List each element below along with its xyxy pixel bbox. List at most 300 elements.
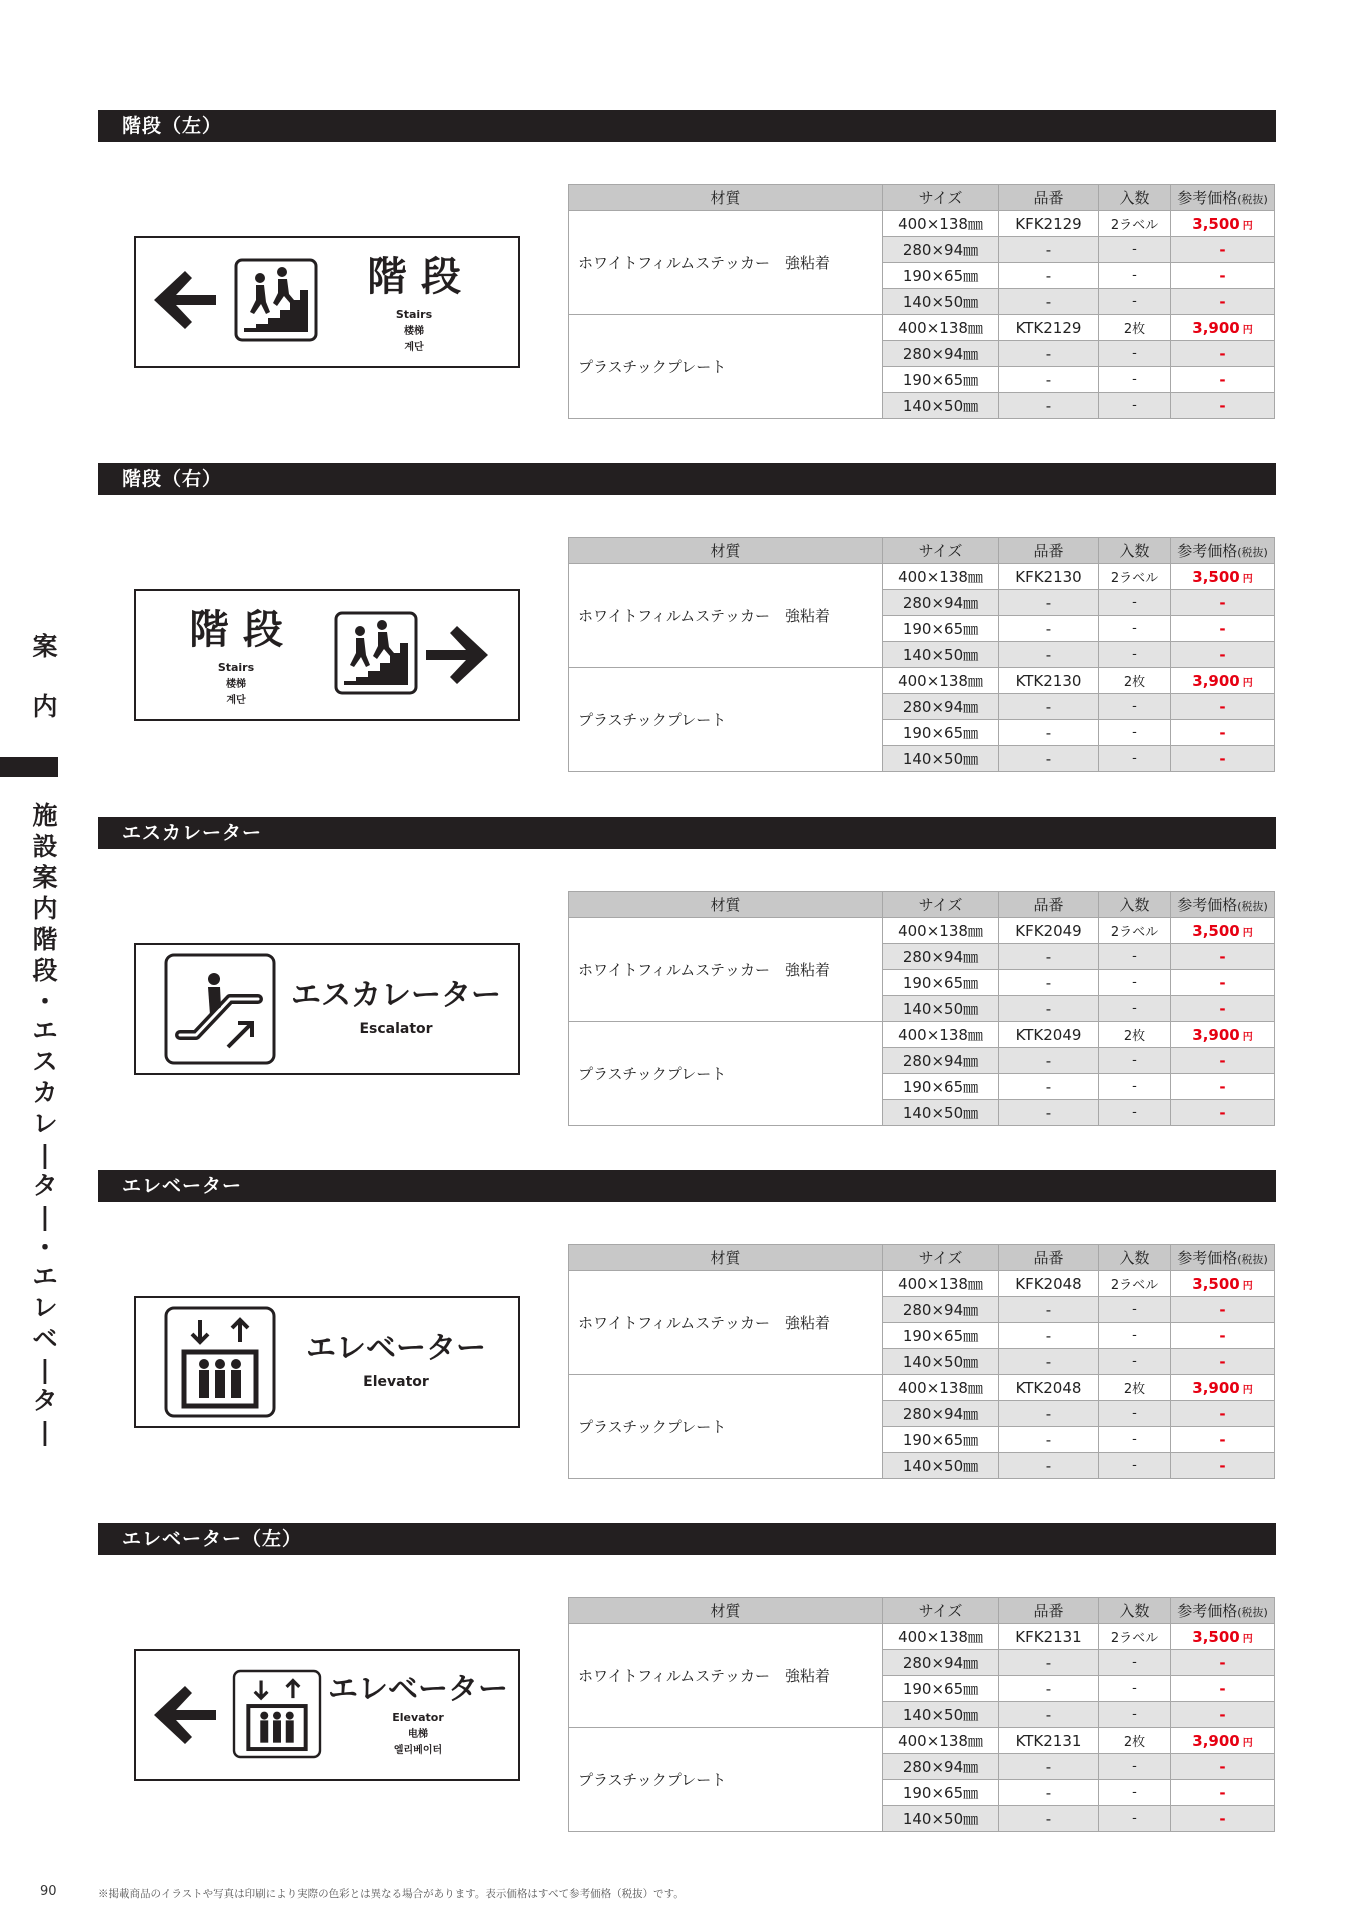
code-cell: - bbox=[999, 1297, 1099, 1323]
price-cell bbox=[1171, 1427, 1275, 1453]
sign-title: 階 段 bbox=[367, 254, 461, 300]
price-value: - bbox=[1219, 1430, 1226, 1449]
side-char: ベ bbox=[32, 1324, 58, 1353]
price-cell bbox=[1171, 1349, 1275, 1375]
price-cell bbox=[1171, 564, 1275, 590]
qty-cell: - bbox=[1099, 642, 1171, 668]
header-price-label: 参考価格 bbox=[1177, 542, 1238, 560]
price-cell bbox=[1171, 263, 1275, 289]
stairs-icon bbox=[336, 613, 416, 693]
size-cell: 190×65㎜ bbox=[883, 367, 999, 393]
header-price bbox=[1171, 185, 1275, 211]
size-cell: 190×65㎜ bbox=[883, 1323, 999, 1349]
section-title: 階段（右） bbox=[98, 463, 1276, 495]
size-cell: 400×138㎜ bbox=[883, 1624, 999, 1650]
qty-cell: - bbox=[1099, 1349, 1171, 1375]
price-cell bbox=[1171, 367, 1275, 393]
header-material: 材質 bbox=[569, 1245, 883, 1271]
qty-cell: 2枚 bbox=[1099, 1022, 1171, 1048]
price-value: - bbox=[1219, 1352, 1226, 1371]
qty-cell: 2ラベル bbox=[1099, 564, 1171, 590]
side-char: カ bbox=[32, 1078, 58, 1107]
code-cell: - bbox=[999, 1401, 1099, 1427]
header-price bbox=[1171, 892, 1275, 918]
code-cell: - bbox=[999, 367, 1099, 393]
size-cell: 140×50㎜ bbox=[883, 996, 999, 1022]
price-cell bbox=[1171, 1728, 1275, 1754]
price-cell bbox=[1171, 1650, 1275, 1676]
price-value: - bbox=[1219, 266, 1226, 285]
elevator-icon bbox=[234, 1671, 320, 1757]
sign-graphic bbox=[136, 945, 518, 1073]
table-header-row bbox=[569, 1598, 1275, 1624]
price-cell bbox=[1171, 1806, 1275, 1832]
side-char: 設 bbox=[32, 832, 58, 861]
code-cell: - bbox=[999, 996, 1099, 1022]
material-cell: プラスチックプレート bbox=[569, 668, 883, 772]
qty-cell: - bbox=[1099, 1780, 1171, 1806]
sign-title: エレベーター bbox=[328, 1672, 508, 1707]
material-cell: ホワイトフィルムステッカー 強粘着 bbox=[569, 211, 883, 315]
sign-sub3: 엘리베이터 bbox=[393, 1745, 443, 1756]
size-cell: 190×65㎜ bbox=[883, 263, 999, 289]
code-cell: - bbox=[999, 289, 1099, 315]
arrow-left-icon bbox=[154, 1686, 216, 1744]
header-code: 品番 bbox=[999, 538, 1099, 564]
spec-table bbox=[568, 537, 1275, 772]
price-value: 3,500 bbox=[1192, 921, 1240, 940]
size-cell: 280×94㎜ bbox=[883, 1650, 999, 1676]
table-row bbox=[569, 918, 1275, 944]
side-char: | bbox=[40, 1202, 50, 1231]
price-value: - bbox=[1219, 396, 1226, 415]
sign-preview bbox=[134, 236, 520, 368]
qty-cell: - bbox=[1099, 341, 1171, 367]
qty-cell: 2枚 bbox=[1099, 1728, 1171, 1754]
price-cell bbox=[1171, 1323, 1275, 1349]
code-cell: KFK2130 bbox=[999, 564, 1099, 590]
side-char: 案 bbox=[32, 863, 58, 892]
price-value: 3,900 bbox=[1192, 1378, 1240, 1397]
price-value: - bbox=[1219, 1300, 1226, 1319]
price-value: 3,500 bbox=[1192, 567, 1240, 586]
code-cell: - bbox=[999, 263, 1099, 289]
code-cell: KTK2130 bbox=[999, 668, 1099, 694]
qty-cell: - bbox=[1099, 1806, 1171, 1832]
price-yen: 円 bbox=[1242, 927, 1253, 939]
size-cell: 400×138㎜ bbox=[883, 1022, 999, 1048]
footer-note: ※掲載商品のイラストや写真は印刷により実際の色彩とは異なる場合があります。表示価格はすべて参考価格（税抜）です。 bbox=[98, 1888, 684, 1900]
price-yen: 円 bbox=[1242, 573, 1253, 585]
side-char: レ bbox=[32, 1109, 58, 1138]
qty-cell: - bbox=[1099, 1754, 1171, 1780]
table-row bbox=[569, 211, 1275, 237]
size-cell: 280×94㎜ bbox=[883, 1297, 999, 1323]
size-cell: 190×65㎜ bbox=[883, 1074, 999, 1100]
size-cell: 140×50㎜ bbox=[883, 642, 999, 668]
price-cell bbox=[1171, 1624, 1275, 1650]
size-cell: 140×50㎜ bbox=[883, 1100, 999, 1126]
size-cell: 400×138㎜ bbox=[883, 918, 999, 944]
price-value: - bbox=[1219, 370, 1226, 389]
price-value: - bbox=[1219, 697, 1226, 716]
size-cell: 280×94㎜ bbox=[883, 1754, 999, 1780]
sign-sub3: 계단 bbox=[226, 695, 246, 706]
product-section bbox=[98, 463, 1276, 808]
code-cell: - bbox=[999, 237, 1099, 263]
size-cell: 280×94㎜ bbox=[883, 1048, 999, 1074]
price-cell bbox=[1171, 1453, 1275, 1479]
side-char: 内 bbox=[32, 692, 58, 721]
price-value: - bbox=[1219, 1679, 1226, 1698]
price-value: - bbox=[1219, 1705, 1226, 1724]
side-char: 内 bbox=[32, 894, 58, 923]
table-row bbox=[569, 1728, 1275, 1754]
qty-cell: - bbox=[1099, 616, 1171, 642]
header-qty: 入数 bbox=[1099, 892, 1171, 918]
size-cell: 400×138㎜ bbox=[883, 315, 999, 341]
spec-table bbox=[568, 184, 1275, 419]
code-cell: - bbox=[999, 590, 1099, 616]
qty-cell: - bbox=[1099, 996, 1171, 1022]
qty-cell: - bbox=[1099, 720, 1171, 746]
table-row bbox=[569, 1022, 1275, 1048]
size-cell: 140×50㎜ bbox=[883, 746, 999, 772]
price-cell bbox=[1171, 668, 1275, 694]
side-char: | bbox=[40, 1140, 50, 1169]
price-value: 3,900 bbox=[1192, 1025, 1240, 1044]
arrow-left-icon bbox=[154, 271, 216, 329]
stairs-icon bbox=[236, 260, 316, 340]
code-cell: - bbox=[999, 1074, 1099, 1100]
price-value: - bbox=[1219, 749, 1226, 768]
side-char: ス bbox=[32, 1047, 58, 1076]
size-cell: 400×138㎜ bbox=[883, 1271, 999, 1297]
qty-cell: - bbox=[1099, 590, 1171, 616]
header-price-note: (税抜) bbox=[1237, 900, 1268, 913]
price-yen: 円 bbox=[1242, 1031, 1253, 1043]
price-yen: 円 bbox=[1242, 1384, 1253, 1396]
price-cell bbox=[1171, 642, 1275, 668]
sign-graphic bbox=[136, 238, 518, 366]
size-cell: 140×50㎜ bbox=[883, 1349, 999, 1375]
size-cell: 190×65㎜ bbox=[883, 970, 999, 996]
sign-sub1: Stairs bbox=[217, 661, 255, 674]
section-title: エスカレーター bbox=[98, 817, 1276, 849]
size-cell: 280×94㎜ bbox=[883, 694, 999, 720]
code-cell: - bbox=[999, 1100, 1099, 1126]
size-cell: 190×65㎜ bbox=[883, 1427, 999, 1453]
size-cell: 140×50㎜ bbox=[883, 1702, 999, 1728]
sign-sub1: Elevator bbox=[392, 1711, 444, 1724]
header-material: 材質 bbox=[569, 185, 883, 211]
table-row bbox=[569, 1624, 1275, 1650]
sign-sub2: 楼梯 bbox=[226, 679, 246, 690]
price-cell bbox=[1171, 1702, 1275, 1728]
sign-sub2: 楼梯 bbox=[404, 326, 424, 337]
qty-cell: 2ラベル bbox=[1099, 1624, 1171, 1650]
price-value: - bbox=[1219, 1456, 1226, 1475]
material-cell: ホワイトフィルムステッカー 強粘着 bbox=[569, 1271, 883, 1375]
material-cell: プラスチックプレート bbox=[569, 315, 883, 419]
qty-cell: - bbox=[1099, 237, 1171, 263]
header-price bbox=[1171, 1598, 1275, 1624]
price-yen: 円 bbox=[1242, 220, 1253, 232]
qty-cell: - bbox=[1099, 1650, 1171, 1676]
price-value: 3,500 bbox=[1192, 1274, 1240, 1293]
price-value: - bbox=[1219, 240, 1226, 259]
size-cell: 190×65㎜ bbox=[883, 616, 999, 642]
header-code: 品番 bbox=[999, 892, 1099, 918]
price-yen: 円 bbox=[1242, 1737, 1253, 1749]
code-cell: - bbox=[999, 1650, 1099, 1676]
price-value: - bbox=[1219, 1809, 1226, 1828]
qty-cell: 2ラベル bbox=[1099, 211, 1171, 237]
qty-cell: - bbox=[1099, 1074, 1171, 1100]
price-value: - bbox=[1219, 1783, 1226, 1802]
qty-cell: 2ラベル bbox=[1099, 1271, 1171, 1297]
material-cell: プラスチックプレート bbox=[569, 1375, 883, 1479]
sign-preview bbox=[134, 1649, 520, 1781]
qty-cell: - bbox=[1099, 1297, 1171, 1323]
price-cell bbox=[1171, 341, 1275, 367]
price-value: 3,900 bbox=[1192, 1731, 1240, 1750]
header-price bbox=[1171, 538, 1275, 564]
spec-table bbox=[568, 891, 1275, 1126]
qty-cell: - bbox=[1099, 393, 1171, 419]
price-cell bbox=[1171, 746, 1275, 772]
qty-cell: - bbox=[1099, 694, 1171, 720]
price-cell bbox=[1171, 1754, 1275, 1780]
side-char: | bbox=[40, 1417, 50, 1446]
size-cell: 280×94㎜ bbox=[883, 944, 999, 970]
price-cell bbox=[1171, 1375, 1275, 1401]
qty-cell: - bbox=[1099, 367, 1171, 393]
section-title: 階段（左） bbox=[98, 110, 1276, 142]
sign-preview bbox=[134, 943, 520, 1075]
sign-graphic bbox=[136, 1298, 518, 1426]
table-row bbox=[569, 668, 1275, 694]
sign-sub1: Elevator bbox=[363, 1374, 429, 1390]
arrow-right-icon bbox=[426, 626, 488, 684]
qty-cell: - bbox=[1099, 1453, 1171, 1479]
price-value: - bbox=[1219, 947, 1226, 966]
price-value: - bbox=[1219, 973, 1226, 992]
product-section bbox=[98, 1523, 1276, 1868]
code-cell: KFK2131 bbox=[999, 1624, 1099, 1650]
table-header-row bbox=[569, 185, 1275, 211]
price-value: - bbox=[1219, 645, 1226, 664]
price-cell bbox=[1171, 694, 1275, 720]
qty-cell: - bbox=[1099, 1702, 1171, 1728]
size-cell: 400×138㎜ bbox=[883, 1728, 999, 1754]
qty-cell: - bbox=[1099, 746, 1171, 772]
side-char: タ bbox=[32, 1171, 58, 1200]
qty-cell: 2枚 bbox=[1099, 315, 1171, 341]
side-char: 段 bbox=[32, 956, 58, 985]
price-value: 3,500 bbox=[1192, 1627, 1240, 1646]
header-price-label: 参考価格 bbox=[1177, 1249, 1238, 1267]
section-title: エレベーター bbox=[98, 1170, 1276, 1202]
spec-table bbox=[568, 1597, 1275, 1832]
price-cell bbox=[1171, 996, 1275, 1022]
elevator-icon bbox=[166, 1308, 274, 1416]
material-cell: プラスチックプレート bbox=[569, 1728, 883, 1832]
price-yen: 円 bbox=[1242, 677, 1253, 689]
code-cell: - bbox=[999, 746, 1099, 772]
code-cell: - bbox=[999, 970, 1099, 996]
header-price-label: 参考価格 bbox=[1177, 189, 1238, 207]
material-cell: ホワイトフィルムステッカー 強粘着 bbox=[569, 564, 883, 668]
code-cell: - bbox=[999, 341, 1099, 367]
product-section bbox=[98, 1170, 1276, 1515]
code-cell: - bbox=[999, 944, 1099, 970]
header-size: サイズ bbox=[883, 538, 999, 564]
price-cell bbox=[1171, 1297, 1275, 1323]
code-cell: KTK2131 bbox=[999, 1728, 1099, 1754]
side-char: 施 bbox=[32, 801, 58, 830]
header-price-label: 参考価格 bbox=[1177, 896, 1238, 914]
price-cell bbox=[1171, 1780, 1275, 1806]
header-material: 材質 bbox=[569, 1598, 883, 1624]
size-cell: 280×94㎜ bbox=[883, 237, 999, 263]
code-cell: KFK2129 bbox=[999, 211, 1099, 237]
sign-preview bbox=[134, 1296, 520, 1428]
size-cell: 140×50㎜ bbox=[883, 1806, 999, 1832]
sign-title: 階 段 bbox=[189, 607, 283, 653]
qty-cell: - bbox=[1099, 1048, 1171, 1074]
product-section bbox=[98, 110, 1276, 455]
code-cell: - bbox=[999, 1453, 1099, 1479]
sign-sub2: 电梯 bbox=[408, 1729, 428, 1740]
price-value: - bbox=[1219, 1051, 1226, 1070]
price-yen: 円 bbox=[1242, 1280, 1253, 1292]
price-value: - bbox=[1219, 1077, 1226, 1096]
code-cell: - bbox=[999, 1780, 1099, 1806]
side-char: ・ bbox=[32, 987, 58, 1016]
price-value: - bbox=[1219, 1757, 1226, 1776]
table-row bbox=[569, 315, 1275, 341]
side-char: タ bbox=[32, 1386, 58, 1415]
price-cell bbox=[1171, 211, 1275, 237]
header-code: 品番 bbox=[999, 185, 1099, 211]
product-section bbox=[98, 817, 1276, 1162]
code-cell: KTK2049 bbox=[999, 1022, 1099, 1048]
qty-cell: 2枚 bbox=[1099, 668, 1171, 694]
qty-cell: - bbox=[1099, 1427, 1171, 1453]
size-cell: 140×50㎜ bbox=[883, 289, 999, 315]
header-price-note: (税抜) bbox=[1237, 1253, 1268, 1266]
table-row bbox=[569, 1271, 1275, 1297]
header-code: 品番 bbox=[999, 1245, 1099, 1271]
size-cell: 280×94㎜ bbox=[883, 341, 999, 367]
header-price-note: (税抜) bbox=[1237, 193, 1268, 206]
section-title: エレベーター（左） bbox=[98, 1523, 1276, 1555]
price-value: - bbox=[1219, 1404, 1226, 1423]
price-cell bbox=[1171, 918, 1275, 944]
sign-sub1: Stairs bbox=[395, 308, 433, 321]
price-cell bbox=[1171, 944, 1275, 970]
escalator-icon bbox=[166, 955, 274, 1063]
price-cell bbox=[1171, 720, 1275, 746]
header-material: 材質 bbox=[569, 538, 883, 564]
size-cell: 140×50㎜ bbox=[883, 1453, 999, 1479]
code-cell: - bbox=[999, 1676, 1099, 1702]
price-cell bbox=[1171, 237, 1275, 263]
price-value: - bbox=[1219, 593, 1226, 612]
header-size: サイズ bbox=[883, 185, 999, 211]
price-value: 3,900 bbox=[1192, 318, 1240, 337]
side-char: レ bbox=[32, 1293, 58, 1322]
size-cell: 280×94㎜ bbox=[883, 590, 999, 616]
code-cell: KTK2129 bbox=[999, 315, 1099, 341]
table-header-row bbox=[569, 538, 1275, 564]
price-cell bbox=[1171, 590, 1275, 616]
code-cell: - bbox=[999, 1427, 1099, 1453]
size-cell: 190×65㎜ bbox=[883, 720, 999, 746]
price-cell bbox=[1171, 393, 1275, 419]
sign-title: エレベーター bbox=[306, 1331, 486, 1366]
size-cell: 280×94㎜ bbox=[883, 1401, 999, 1427]
header-qty: 入数 bbox=[1099, 185, 1171, 211]
header-qty: 入数 bbox=[1099, 1598, 1171, 1624]
price-value: - bbox=[1219, 999, 1226, 1018]
sign-graphic bbox=[136, 591, 518, 719]
code-cell: - bbox=[999, 1349, 1099, 1375]
material-cell: ホワイトフィルムステッカー 強粘着 bbox=[569, 1624, 883, 1728]
price-cell bbox=[1171, 1401, 1275, 1427]
code-cell: - bbox=[999, 1702, 1099, 1728]
material-cell: ホワイトフィルムステッカー 強粘着 bbox=[569, 918, 883, 1022]
price-value: - bbox=[1219, 1653, 1226, 1672]
side-char: エ bbox=[32, 1262, 58, 1291]
price-value: 3,900 bbox=[1192, 671, 1240, 690]
header-material: 材質 bbox=[569, 892, 883, 918]
price-cell bbox=[1171, 1271, 1275, 1297]
price-cell bbox=[1171, 1074, 1275, 1100]
header-size: サイズ bbox=[883, 892, 999, 918]
side-divider bbox=[0, 757, 58, 777]
size-cell: 190×65㎜ bbox=[883, 1676, 999, 1702]
code-cell: - bbox=[999, 1323, 1099, 1349]
side-char: ・ bbox=[32, 1233, 58, 1262]
code-cell: - bbox=[999, 1806, 1099, 1832]
qty-cell: 2枚 bbox=[1099, 1375, 1171, 1401]
price-value: - bbox=[1219, 1103, 1226, 1122]
material-cell: プラスチックプレート bbox=[569, 1022, 883, 1126]
price-value: 3,500 bbox=[1192, 214, 1240, 233]
price-value: - bbox=[1219, 344, 1226, 363]
qty-cell: - bbox=[1099, 263, 1171, 289]
code-cell: KTK2048 bbox=[999, 1375, 1099, 1401]
code-cell: KFK2049 bbox=[999, 918, 1099, 944]
size-cell: 400×138㎜ bbox=[883, 668, 999, 694]
sign-graphic bbox=[136, 1651, 518, 1779]
price-cell bbox=[1171, 1022, 1275, 1048]
header-size: サイズ bbox=[883, 1598, 999, 1624]
size-cell: 400×138㎜ bbox=[883, 1375, 999, 1401]
size-cell: 400×138㎜ bbox=[883, 564, 999, 590]
code-cell: - bbox=[999, 1048, 1099, 1074]
qty-cell: - bbox=[1099, 1401, 1171, 1427]
header-price-note: (税抜) bbox=[1237, 546, 1268, 559]
price-cell bbox=[1171, 1676, 1275, 1702]
table-header-row bbox=[569, 1245, 1275, 1271]
header-price-label: 参考価格 bbox=[1177, 1602, 1238, 1620]
sign-title: エスカレーター bbox=[291, 978, 501, 1013]
side-char: 階 bbox=[32, 925, 58, 954]
qty-cell: - bbox=[1099, 970, 1171, 996]
